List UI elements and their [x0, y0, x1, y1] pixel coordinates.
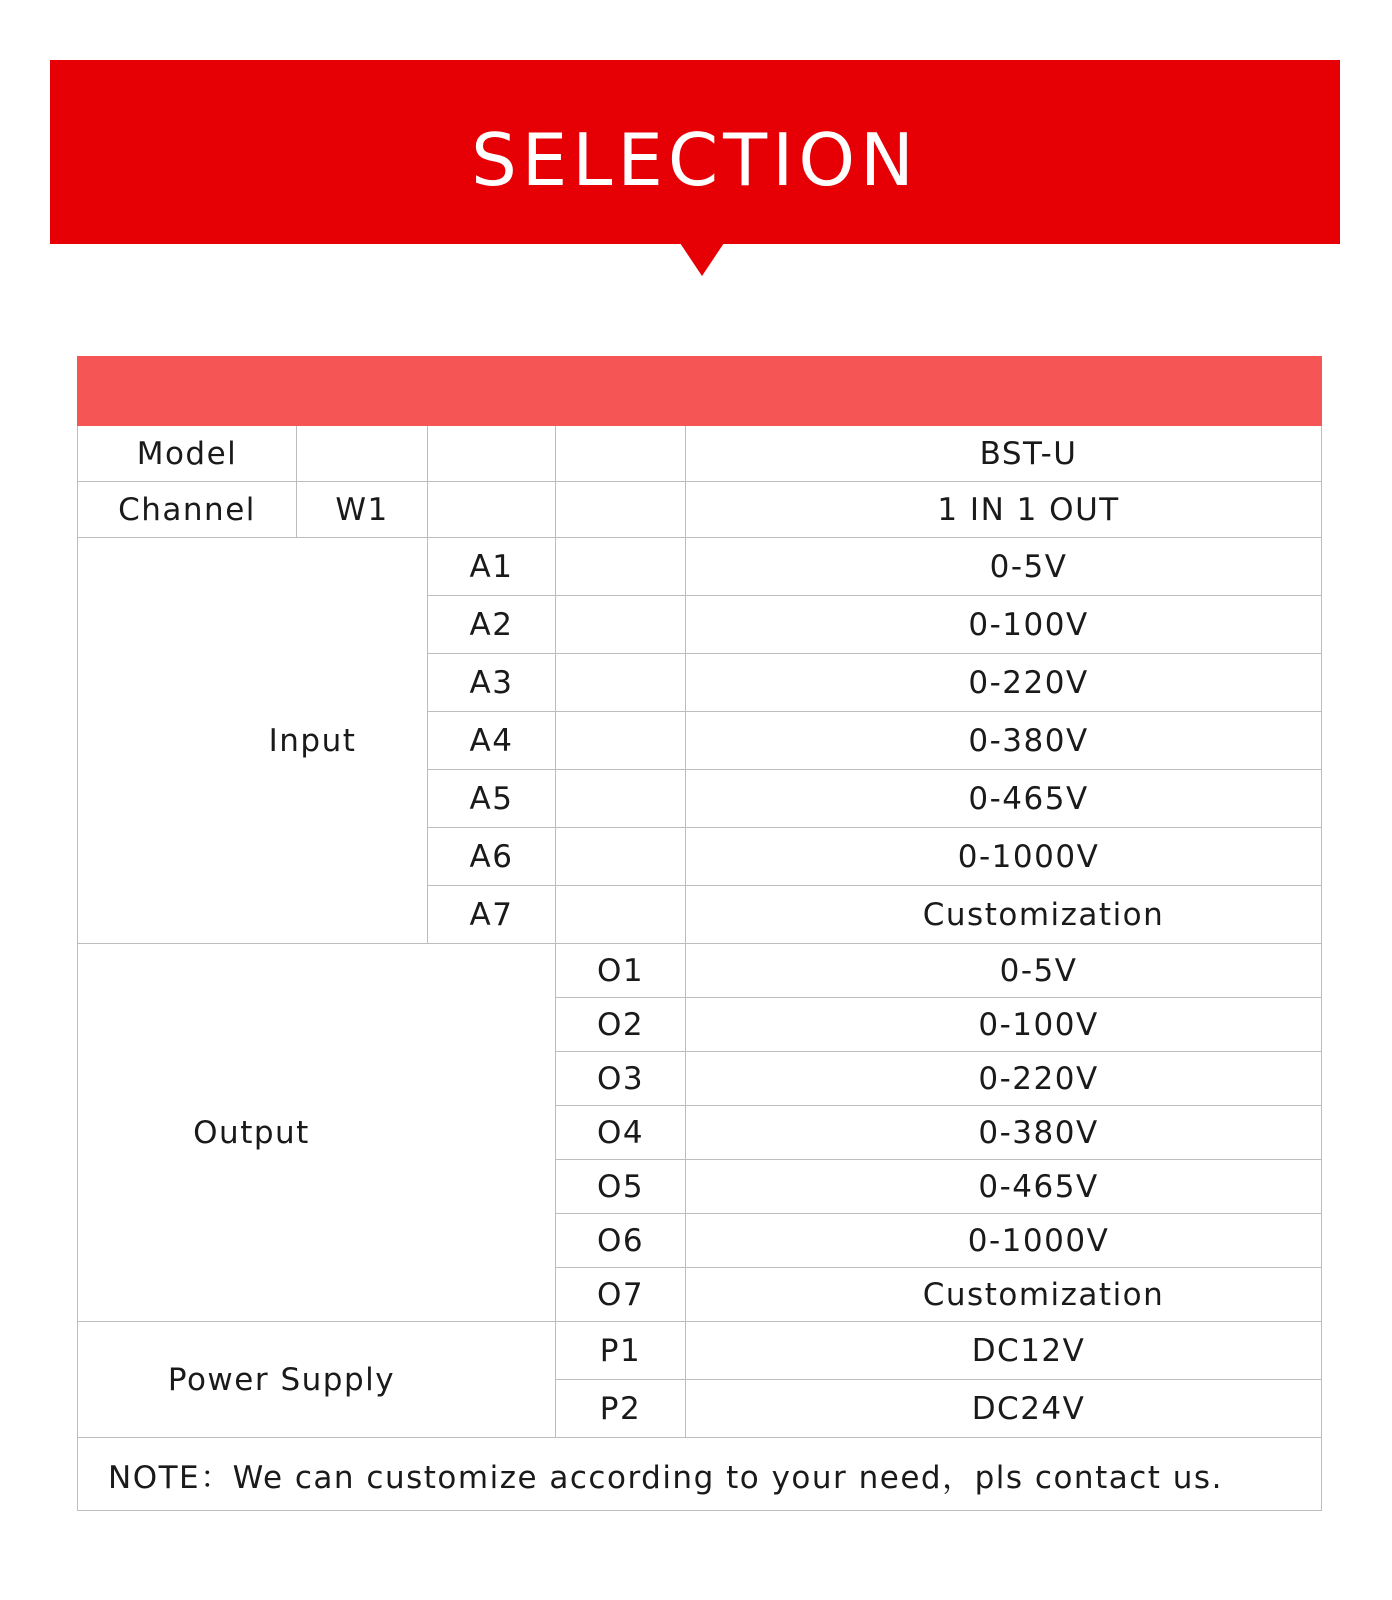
table-row-model: [78, 426, 1322, 482]
input-code: A4: [428, 712, 556, 770]
power-code: P1: [556, 1322, 686, 1380]
empty-cell: [297, 426, 428, 482]
empty-cell: [556, 482, 686, 538]
empty-cell: [556, 828, 686, 886]
output-value: 0-5V: [686, 944, 1322, 998]
output-code: O3: [556, 1052, 686, 1106]
output-value: 0-100V: [686, 998, 1322, 1052]
output-label: Output: [78, 944, 556, 1322]
output-value: 0-380V: [686, 1106, 1322, 1160]
input-label: Input: [78, 538, 428, 944]
selection-banner: [50, 60, 1340, 244]
input-code: A6: [428, 828, 556, 886]
input-value: 0-5V: [686, 538, 1322, 596]
model-label: Model: [78, 426, 297, 482]
input-value: Customization: [686, 886, 1322, 944]
input-value: 0-465V: [686, 770, 1322, 828]
input-value: 0-220V: [686, 654, 1322, 712]
output-code: O6: [556, 1214, 686, 1268]
power-supply-label: Power Supply: [78, 1322, 556, 1438]
channel-code: W1: [297, 482, 428, 538]
input-code: A7: [428, 886, 556, 944]
empty-cell: [556, 712, 686, 770]
output-value: 0-465V: [686, 1160, 1322, 1214]
empty-cell: [556, 596, 686, 654]
power-value: DC24V: [686, 1380, 1322, 1438]
input-code: A2: [428, 596, 556, 654]
output-value: 0-1000V: [686, 1214, 1322, 1268]
table-header-band: [78, 357, 1322, 426]
banner-pointer-arrow: [680, 243, 724, 276]
table-header-band-row: [78, 357, 1322, 426]
output-code: O2: [556, 998, 686, 1052]
channel-value: 1 IN 1 OUT: [686, 482, 1322, 538]
output-code: O1: [556, 944, 686, 998]
input-value: 0-1000V: [686, 828, 1322, 886]
table-row-output: [78, 944, 1322, 998]
output-code: O7: [556, 1268, 686, 1322]
power-value: DC12V: [686, 1322, 1322, 1380]
selection-table: [77, 356, 1322, 1511]
input-code: A3: [428, 654, 556, 712]
note-text: NOTE：We can customize according to your need，pls contact us.: [78, 1438, 1322, 1511]
input-code: A1: [428, 538, 556, 596]
empty-cell: [556, 426, 686, 482]
model-value: BST-U: [686, 426, 1322, 482]
input-value: 0-380V: [686, 712, 1322, 770]
table-row-channel: [78, 482, 1322, 538]
power-code: P2: [556, 1380, 686, 1438]
empty-cell: [428, 426, 556, 482]
output-code: O4: [556, 1106, 686, 1160]
empty-cell: [556, 654, 686, 712]
output-value: Customization: [686, 1268, 1322, 1322]
table-row-note: [78, 1438, 1322, 1511]
table-row-power: [78, 1322, 1322, 1380]
output-code: O5: [556, 1160, 686, 1214]
table-row-input: [78, 538, 1322, 596]
input-value: 0-100V: [686, 596, 1322, 654]
empty-cell: [556, 538, 686, 596]
empty-cell: [556, 770, 686, 828]
empty-cell: [556, 886, 686, 944]
output-value: 0-220V: [686, 1052, 1322, 1106]
input-code: A5: [428, 770, 556, 828]
banner-title: SELECTION: [471, 118, 919, 202]
channel-label: Channel: [78, 482, 297, 538]
empty-cell: [428, 482, 556, 538]
